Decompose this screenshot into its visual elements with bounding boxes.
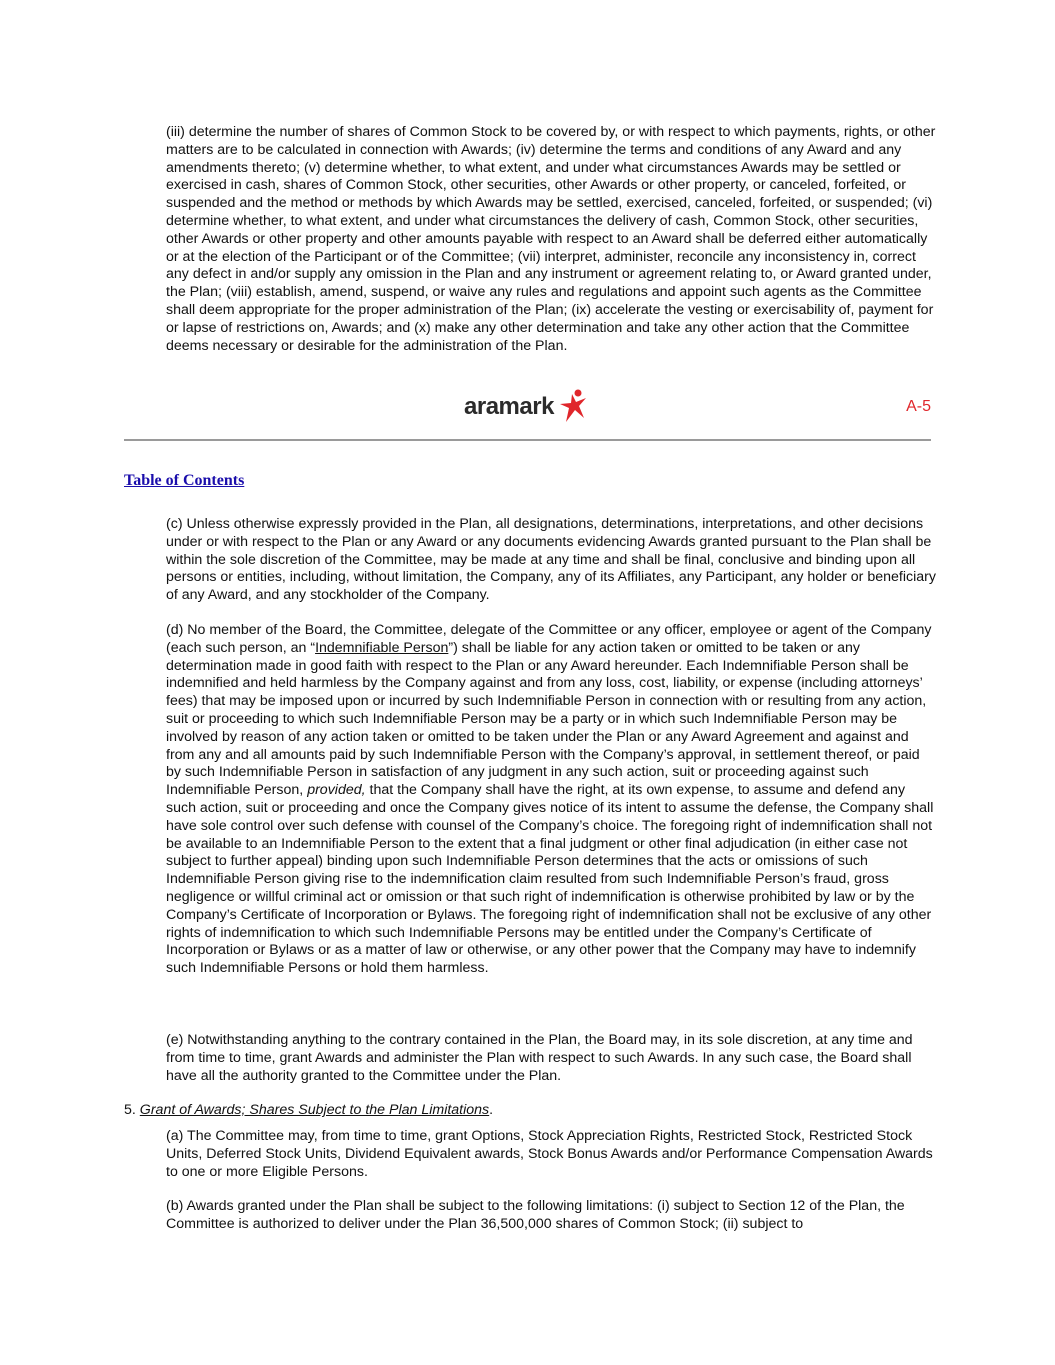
paragraph-c: (c) Unless otherwise expressly provided in the Plan, all designations, determinations, interpretations, and other decisions under or with respect to the Plan or any Award or any documents evidencing Awards granted pursuant to the Plan shall be within the sole discretion of the Committee, may be made at any time and shall be final, conclusive and binding upon all persons or entities, including, without limitation, the Company, any of its Affiliates, any Participant, any holder or beneficiary of any Award, and any stockholder of the Company. [166,516,936,604]
defined-term-indemnifiable-person: Indemnifiable Person [315,639,449,656]
table-of-contents-link[interactable]: Table of Contents [124,472,245,489]
paragraph-d-italic: provided, [307,782,366,799]
paragraph-d-text-2: ”) shall be liable for any action taken or omitted to be taken or any determination made in good faith with respect to the Plan or any Award hereunder. Each Indemnifiable Person shall be indemnified and held harmless by the Company against and from any loss, cost, liability, or expense (including attorneys’ fees) that may be imposed upon or incurred by such Indemnifiable Person in connection with or resulting from any action, suit or proceeding to which such Indemnifiable Person may be a party or in which such Indemnifiable Person may be involved by reason of any action taken or omitted to be taken under the Plan or any Award Agreement and against and from any and all amounts paid by such Indemnifiable Person with the Company’s approval, in settlement thereof, or paid by such Indemnifiable Person in satisfaction of any judgment in any such action, suit or proceeding against such Indemnifiable Person, [166,639,927,799]
page-divider [124,439,931,441]
paragraph-d [166,622,936,978]
section-number: 5. [124,1102,136,1118]
page-number: A-5 [906,398,931,415]
section-5-heading [124,1102,493,1120]
paragraph-5a: (a) The Committee may, from time to time, grant Options, Stock Appreciation Rights, Restricted Stock, Restricted Stock Units, Deferred Stock Units, Dividend Equivalent awards, Stock Bonus Awards and/or Performance Compensation Awards to one or more Eligible Persons. [166,1128,933,1180]
logo-wordmark: aramark [464,393,554,420]
section-title: Grant of Awards; Shares Subject to the Plan Limitations [139,1102,490,1118]
page-footer [124,388,931,430]
paragraph-d-text-3: that the Company shall have the right, at its own expense, to assume and defend any such action, suit or proceeding and once the Company gives notice of its intent to assume the defense, the Company shall have sole control over such defense with counsel of the Company’s choice. The foregoing right of indemnification shall not be available to an Indemnifiable Person to the extent that a final judgment or other final adjudication (in either case not subject to further appeal) binding upon such Indemnifiable Person determines that the acts or omissions of such Indemnifiable Person giving rise to the indemnification claim resulted from such Indemnifiable Person’s fraud, gross negligence or willful criminal act or omission or that such right of indemnification is otherwise prohibited by law or by the Company’s Certificate of Incorporation or Bylaws. The foregoing right of indemnification shall not be exclusive of any other rights of indemnification to which such Indemnifiable Persons may be entitled under the Company’s Certificate of Incorporation or Bylaws or as a matter of law or otherwise, or any other power that the Company may have to indemnify such Indemnifiable Persons or hold them harmless. [166,782,934,977]
paragraph-committee-powers: (iii) determine the number of shares of Common Stock to be covered by, or with respect to which payments, rights, or other matters are to be calculated in connection with Awards; (iv) determine the terms and conditions of any Award and any amendments thereto; (v) determine whether, to what extent, and under what circumstances Awards may be settled or exercised in cash, shares of Common Stock, other securities, other Awards or other property, or canceled, forfeited, or suspended and the method or methods by which Awards may be settled, exercised, canceled, forfeited, or suspended; (vi) determine whether, to what extent, and under what circumstances the delivery of cash, Common Stock, other securities, other Awards or other property and other amounts payable with respect to an Award shall be deferred either automatically or at the election of the Participant or of the Committee; (vii) interpret, administer, reconcile any inconsistency in, correct any defect in and/or supply any omission in the Plan and any instrument or agreement relating to, or Award granted under, the Plan; (viii) establish, amend, suspend, or waive any rules and regulations and appoint such agents as the Committee shall deem appropriate for the proper administration of the Plan; (ix) accelerate the vesting or exercisability of, payment for or lapse of restrictions on, Awards; and (x) make any other determination and take any other action that the Committee deems necessary or desirable for the administration of the Plan. [166,124,936,354]
paragraph-e: (e) Notwithstanding anything to the contrary contained in the Plan, the Board may, in its sole discretion, at any time and from time to time, grant Awards and administer the Plan with respect to such Awards. In any such case, the Board shall have all the authority granted to the Committee under the Plan. [166,1032,913,1084]
paragraph-5b: (b) Awards granted under the Plan shall be subject to the following limitations: (i) subject to Section 12 of the Plan, the Committee is authorized to deliver under the Plan 36,500,000 shares of Common Stock; (ii) subject to [166,1198,905,1232]
section-period: . [489,1102,494,1118]
star-figure-icon [558,388,600,428]
aramark-logo [464,388,604,430]
paragraph-d-text-1: (d) No member of the Board, the Committee, delegate of the Committee or any officer, employee or agent of the Company (each such person, an “ [166,622,932,656]
